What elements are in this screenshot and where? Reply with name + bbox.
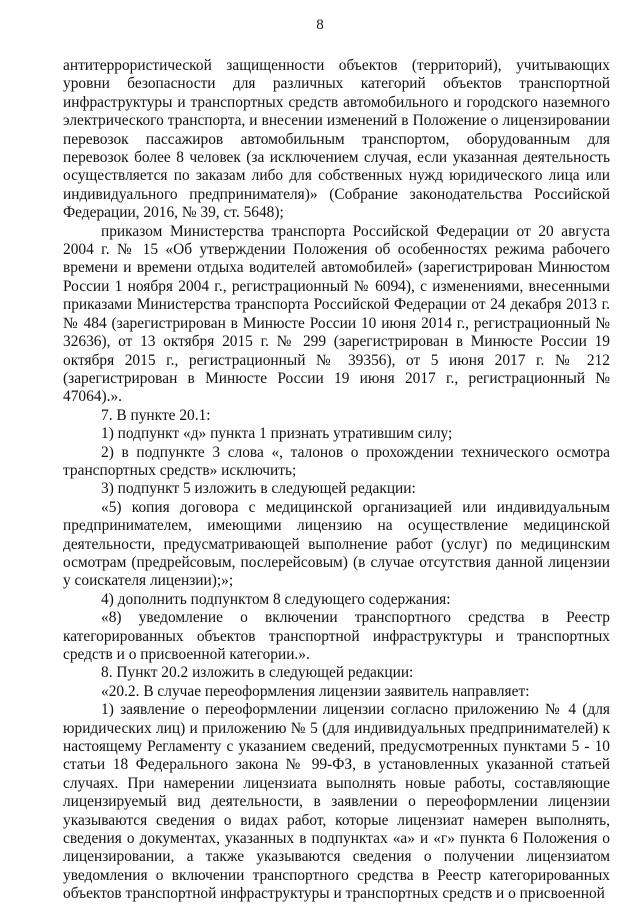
paragraph-item-8: 8. Пункт 20.2 изложить в следующей редакции: [101, 664, 414, 682]
paragraph-subitem-4: 4) дополнить подпунктом 8 следующего содержания: [101, 590, 451, 608]
document-body [63, 57, 610, 904]
paragraph-quote-5: «5) копия договора с медицинской организацией или индивидуальным предпринимателем, имеющими лицензию на осуществление медицинской деятельности, предусматривающей выполнение работ (услуг) по медицинским осмотрам (предрейсовым, послерейсовым) (в случае отсутствия данной лицензии у соискателя лицензии);»; [63, 498, 610, 590]
paragraph-quote-8: «8) уведомление о включении транспортного средства в Реестр категорированных объектов транспортной инфраструктуры и транспортных средств и о присвоенной категории.». [63, 609, 610, 663]
paragraph-subitem-2: 2) в подпункте 3 слова «, талонов о прохождении технического осмотра транспортных средств» исключить; [63, 443, 610, 479]
paragraph-continuation: антитеррористической защищенности объектов (территорий), учитывающих уровни безопасности для различных категорий объектов транспортной инфраструктуры и транспортных средств автомобильного и городского наземного электрического транспорта, и внесении изменений в Положение о лицензировании перевозок пассажиров автомобильным транспортом, оборудованным для перевозок более 8 человек (за исключением случая, если указанная деятельность осуществляется по заказам либо для собственных нужд юридического лица или индивидуального предпринимателя)» (Собрание законодательства Российской Федерации, 2016, № 39, ст. 5648); [63, 57, 610, 222]
paragraph-subitem-1: 1) подпункт «д» пункта 1 признать утратившим силу; [101, 425, 453, 443]
page-number: 8 [316, 17, 324, 33]
paragraph-subitem-3: 3) подпункт 5 изложить в следующей редакции: [101, 480, 416, 498]
paragraph-application: 1) заявление о переоформлении лицензии согласно приложению № 4 (для юридических лиц) и приложению № 5 (для индивидуальных предпринимателей) к настоящему Регламенту с указанием сведений, предусмотренных пунктами 5 - 10 статьи 18 Федерального закона № 99-ФЗ, в установленных указанной статьей случаях. При намерении лицензиата выполнять новые работы, составляющие лицензируемый вид деятельности, в заявлении о переоформлении лицензии указываются сведения о видах работ, которые лицензиат намерен выполнять, сведения о документах, указанных в подпунктах «а» и «г» пункта 6 Положения о лицензировании, а также указываются сведения о получении лицензиатом уведомления о включении транспортного средства в Реестр категорированных объектов транспортной инфраструктуры и транспортных средств и о присвоенной [63, 701, 610, 903]
paragraph-item-7: 7. В пункте 20.1: [101, 406, 211, 424]
paragraph-order-15: приказом Министерства транспорта Российской Федерации от 20 августа 2004 г. № 15 «Об утверждении Положения об особенностях режима рабочего времени и времени отдыха водителей автомобилей» (зарегистрирован Минюстом России 1 ноября 2004 г., регистрационный № 6094), с изменениями, внесенными приказами Министерства транспорта Российской Федерации от 24 декабря 2013 г. № 484 (зарегистрирован в Минюсте России 10 июня 2014 г., регистрационный № 32636), от 13 октября 2015 г. № 299 (зарегистрирован в Минюсте России 19 октября 2015 г., регистрационный № 39356), от 5 июня 2017 г. № 212 (зарегистрирован в Минюсте России 19 июня 2017 г., регистрационный № 47064).». [63, 222, 610, 406]
paragraph-quote-20-2: «20.2. В случае переоформления лицензии заявитель направляет: [101, 682, 530, 700]
